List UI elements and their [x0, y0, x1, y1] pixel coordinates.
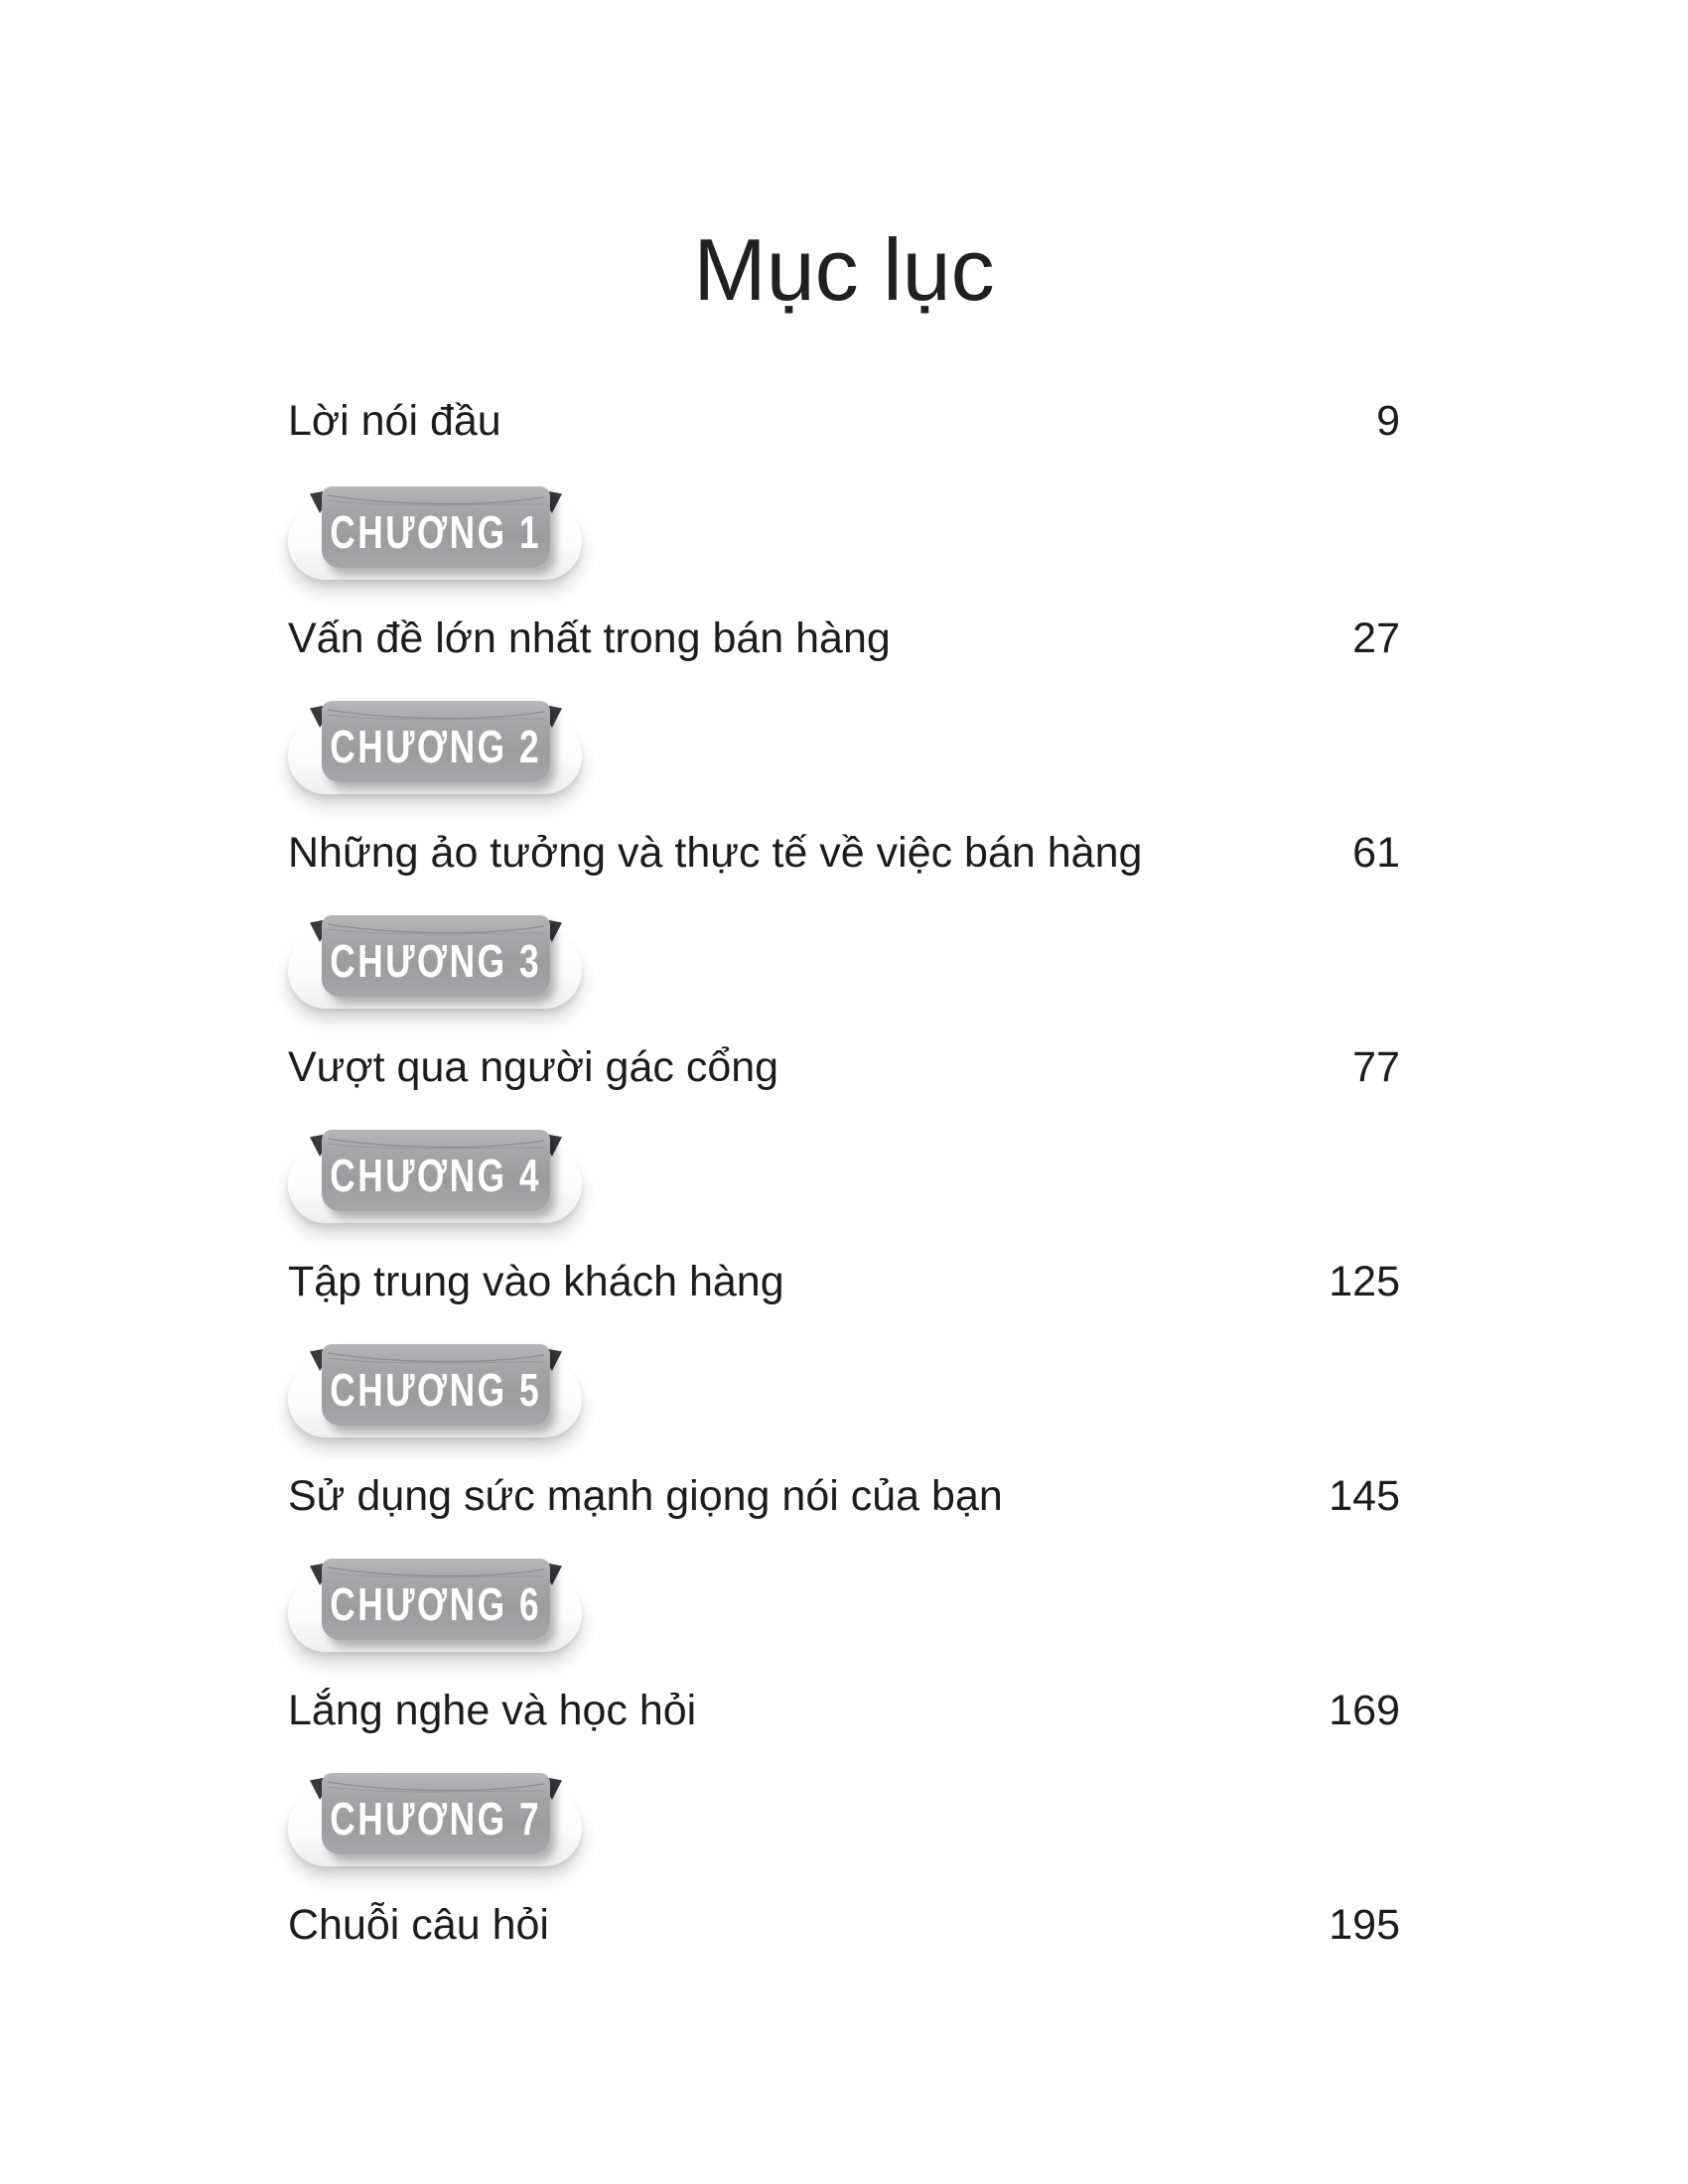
entry-title: Vấn đề lớn nhất trong bán hàng — [288, 614, 891, 662]
entry-title: Những ảo tưởng và thực tế về việc bán hàng — [288, 829, 1143, 877]
entry-title: Chuỗi câu hỏi — [288, 1901, 549, 1949]
toc-entry — [288, 831, 1400, 875]
chapter-badge — [288, 1130, 596, 1229]
toc-chapter-block — [288, 1130, 1400, 1303]
toc-entry — [288, 1474, 1400, 1518]
chapter-badge — [288, 1559, 596, 1658]
chapter-badge-label: CHƯƠNG 2 — [330, 721, 542, 772]
entry-page-number: 61 — [1352, 829, 1400, 877]
chapter-badge-label: CHƯƠNG 3 — [330, 935, 542, 987]
chapter-ribbon — [322, 1773, 550, 1854]
toc-chapter-block — [288, 1344, 1400, 1518]
entry-title: Lắng nghe và học hỏi — [288, 1687, 697, 1734]
chapter-ribbon — [322, 1344, 550, 1426]
chapter-badge-label: CHƯƠNG 5 — [330, 1364, 542, 1416]
entry-title: Sử dụng sức mạnh giọng nói của bạn — [288, 1472, 1003, 1520]
chapter-badge — [288, 486, 596, 586]
chapter-ribbon — [322, 701, 550, 782]
entry-page-number: 169 — [1329, 1687, 1400, 1734]
chapter-badge — [288, 1773, 596, 1872]
entry-page-number: 9 — [1376, 397, 1400, 445]
chapter-badge-label: CHƯƠNG 6 — [330, 1578, 542, 1630]
toc-entry — [288, 1903, 1400, 1947]
toc-entry — [288, 1689, 1400, 1732]
entry-title: Tập trung vào khách hàng — [288, 1258, 784, 1305]
toc-entry — [288, 1045, 1400, 1089]
chapter-ribbon — [322, 486, 550, 568]
toc-entry — [288, 1260, 1400, 1303]
toc-chapter-block — [288, 486, 1400, 660]
entry-page-number: 195 — [1329, 1901, 1400, 1949]
toc-chapter-block — [288, 1559, 1400, 1732]
chapter-ribbon — [322, 915, 550, 997]
entry-page-number: 125 — [1329, 1258, 1400, 1305]
entry-page-number: 145 — [1329, 1472, 1400, 1520]
toc-chapter-block — [288, 701, 1400, 875]
chapter-badge-label: CHƯƠNG 1 — [330, 506, 542, 558]
chapter-ribbon — [322, 1559, 550, 1640]
chapter-badge — [288, 915, 596, 1015]
entry-title: Vượt qua người gác cổng — [288, 1043, 779, 1091]
toc-chapter-block — [288, 915, 1400, 1089]
page-title: Mục lục — [693, 220, 995, 319]
entry-title: Lời nói đầu — [288, 397, 501, 445]
entry-page-number: 27 — [1352, 614, 1400, 662]
entry-page-number: 77 — [1352, 1043, 1400, 1091]
chapter-badge — [288, 701, 596, 800]
toc-entry — [288, 616, 1400, 660]
chapter-badge-label: CHƯƠNG 4 — [330, 1150, 542, 1201]
toc-entry-intro — [288, 399, 1400, 443]
chapter-badge-label: CHƯƠNG 7 — [330, 1793, 542, 1844]
chapter-ribbon — [322, 1130, 550, 1211]
chapter-badge — [288, 1344, 596, 1443]
toc-chapter-block — [288, 1773, 1400, 1947]
